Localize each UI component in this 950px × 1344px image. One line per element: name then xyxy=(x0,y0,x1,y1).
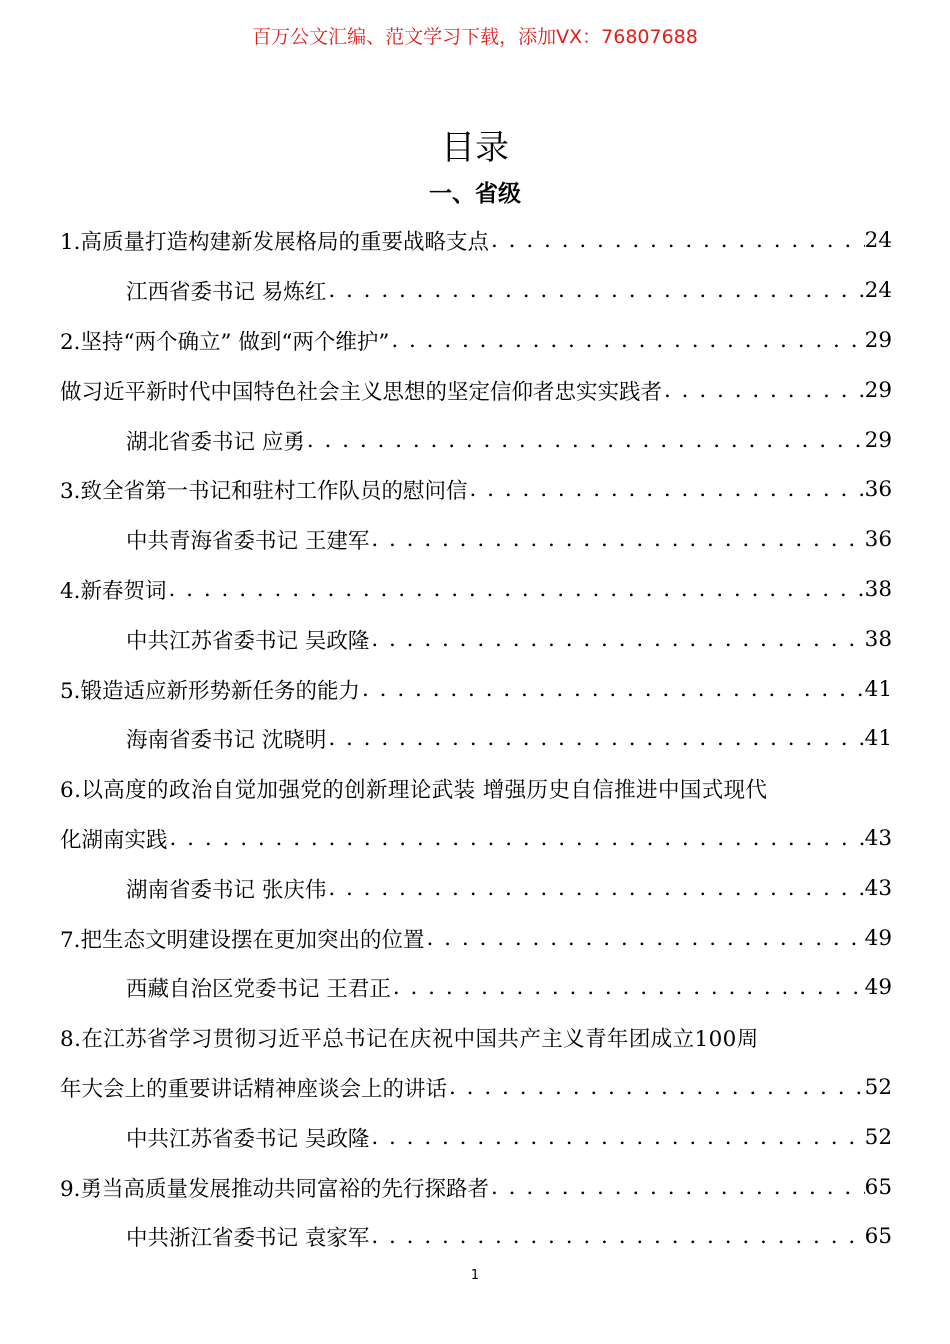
toc-leader-dots xyxy=(369,627,864,652)
toc-entry-page: 43 xyxy=(864,825,892,851)
page-title: 目录 xyxy=(441,128,509,168)
toc-entry-page: 49 xyxy=(864,925,892,951)
toc-entry-page: 29 xyxy=(864,427,892,453)
toc-entry-page: 43 xyxy=(864,875,892,901)
toc-author[interactable] xyxy=(60,515,892,565)
toc-leader-dots xyxy=(369,1224,864,1249)
toc-entry-page: 41 xyxy=(864,726,892,752)
toc-leader-dots xyxy=(326,726,864,751)
table-of-contents xyxy=(60,216,892,1262)
toc-entry-title: 海南省委书记 沈晓明 xyxy=(126,728,327,754)
toc-author[interactable] xyxy=(60,863,892,913)
toc-entry-title: 中共江苏省委书记 吴政隆 xyxy=(126,1126,370,1152)
toc-entry-title: 西藏自治区党委书记 王君正 xyxy=(126,977,391,1003)
toc-leader-dots xyxy=(305,428,865,453)
toc-entry[interactable] xyxy=(60,1013,892,1063)
toc-leader-dots xyxy=(489,1175,865,1200)
toc-entry-title: 1.高质量打造构建新发展格局的重要战略支点 xyxy=(60,230,490,256)
toc-entry[interactable] xyxy=(60,664,892,714)
toc-entry-title: 做习近平新时代中国特色社会主义思想的坚定信仰者忠实实践者 xyxy=(60,379,663,405)
toc-leader-dots xyxy=(360,677,865,702)
toc-author[interactable] xyxy=(60,714,892,764)
toc-entry-page: 65 xyxy=(864,1174,892,1200)
toc-entry-title: 9.勇当高质量发展推动共同富裕的先行探路者 xyxy=(60,1176,490,1202)
toc-entry-title: 中共青海省委书记 王建军 xyxy=(126,529,370,555)
toc-entry-page: 29 xyxy=(864,377,892,403)
toc-leader-dots xyxy=(447,1075,865,1100)
toc-leader-dots xyxy=(369,1125,864,1150)
toc-entry-page: 41 xyxy=(864,676,892,702)
toc-leader-dots xyxy=(489,228,865,253)
toc-entry-title: 4.新春贺词 xyxy=(60,578,167,604)
toc-leader-dots xyxy=(389,328,864,353)
toc-entry-page: 36 xyxy=(864,477,892,503)
toc-entry[interactable] xyxy=(60,1162,892,1212)
toc-entry-title: 8.在江苏省学习贯彻习近平总书记在庆祝中国共产主义青年团成立100周 xyxy=(60,1027,759,1053)
toc-entry-title: 5.锻造适应新形势新任务的能力 xyxy=(60,678,361,704)
toc-leader-dots xyxy=(425,926,865,951)
toc-entry[interactable] xyxy=(60,216,892,266)
toc-entry-title: 7.把生态文明建设摆在更加突出的位置 xyxy=(60,927,425,953)
toc-entry-title: 中共江苏省委书记 吴政隆 xyxy=(126,628,370,654)
toc-entry-page: 38 xyxy=(864,626,892,652)
toc-author[interactable] xyxy=(60,415,892,465)
toc-entry-title: 6.以高度的政治自觉加强党的创新理论武装 增强历史自信推进中国式现代 xyxy=(60,778,768,804)
toc-entry[interactable] xyxy=(60,465,892,515)
toc-leader-dots xyxy=(326,876,864,901)
toc-entry[interactable] xyxy=(60,913,892,963)
toc-entry-page: 38 xyxy=(864,576,892,602)
toc-entry-continued[interactable] xyxy=(60,1063,892,1113)
toc-entry-page: 49 xyxy=(864,975,892,1001)
toc-author[interactable] xyxy=(60,1212,892,1262)
watermark-banner: 百万公文汇编、范文学习下载，添加VX：76807688 xyxy=(252,26,698,48)
toc-entry[interactable] xyxy=(60,316,892,366)
toc-leader-dots xyxy=(662,378,865,403)
toc-leader-dots xyxy=(167,577,865,602)
toc-leader-dots xyxy=(391,975,865,1000)
toc-entry-title: 江西省委书记 易炼红 xyxy=(126,280,327,306)
page-number: 1 xyxy=(470,1268,480,1283)
toc-entry-title: 化湖南实践 xyxy=(60,827,168,853)
toc-author[interactable] xyxy=(60,614,892,664)
toc-leader-dots xyxy=(326,278,864,303)
toc-leader-dots xyxy=(168,826,865,851)
toc-leader-dots xyxy=(468,477,865,502)
toc-entry-page: 52 xyxy=(864,1074,892,1100)
toc-entry-title: 2.坚持“两个确立” 做到“两个维护” xyxy=(60,329,390,355)
toc-author[interactable] xyxy=(60,963,892,1013)
toc-entry[interactable] xyxy=(60,565,892,615)
toc-entry-title: 中共浙江省委书记 袁家军 xyxy=(126,1226,370,1252)
toc-author[interactable] xyxy=(60,1112,892,1162)
toc-entry-page: 24 xyxy=(864,278,892,304)
toc-entry-page: 36 xyxy=(864,527,892,553)
toc-entry[interactable] xyxy=(60,764,892,814)
toc-entry-title: 湖南省委书记 张庆伟 xyxy=(126,877,327,903)
toc-entry-continued[interactable] xyxy=(60,814,892,864)
toc-entry-page: 29 xyxy=(864,327,892,353)
toc-leader-dots xyxy=(369,527,864,552)
toc-entry-page: 65 xyxy=(864,1224,892,1250)
toc-entry-title: 3.致全省第一书记和驻村工作队员的慰问信 xyxy=(60,479,468,505)
toc-author[interactable] xyxy=(60,266,892,316)
toc-entry-page: 24 xyxy=(864,228,892,254)
section-heading: 一、省级 xyxy=(429,181,521,207)
toc-entry-title: 湖北省委书记 应勇 xyxy=(126,429,305,455)
toc-entry-title: 年大会上的重要讲话精神座谈会上的讲话 xyxy=(60,1076,448,1102)
toc-entry-page: 52 xyxy=(864,1124,892,1150)
toc-entry[interactable] xyxy=(60,365,892,415)
